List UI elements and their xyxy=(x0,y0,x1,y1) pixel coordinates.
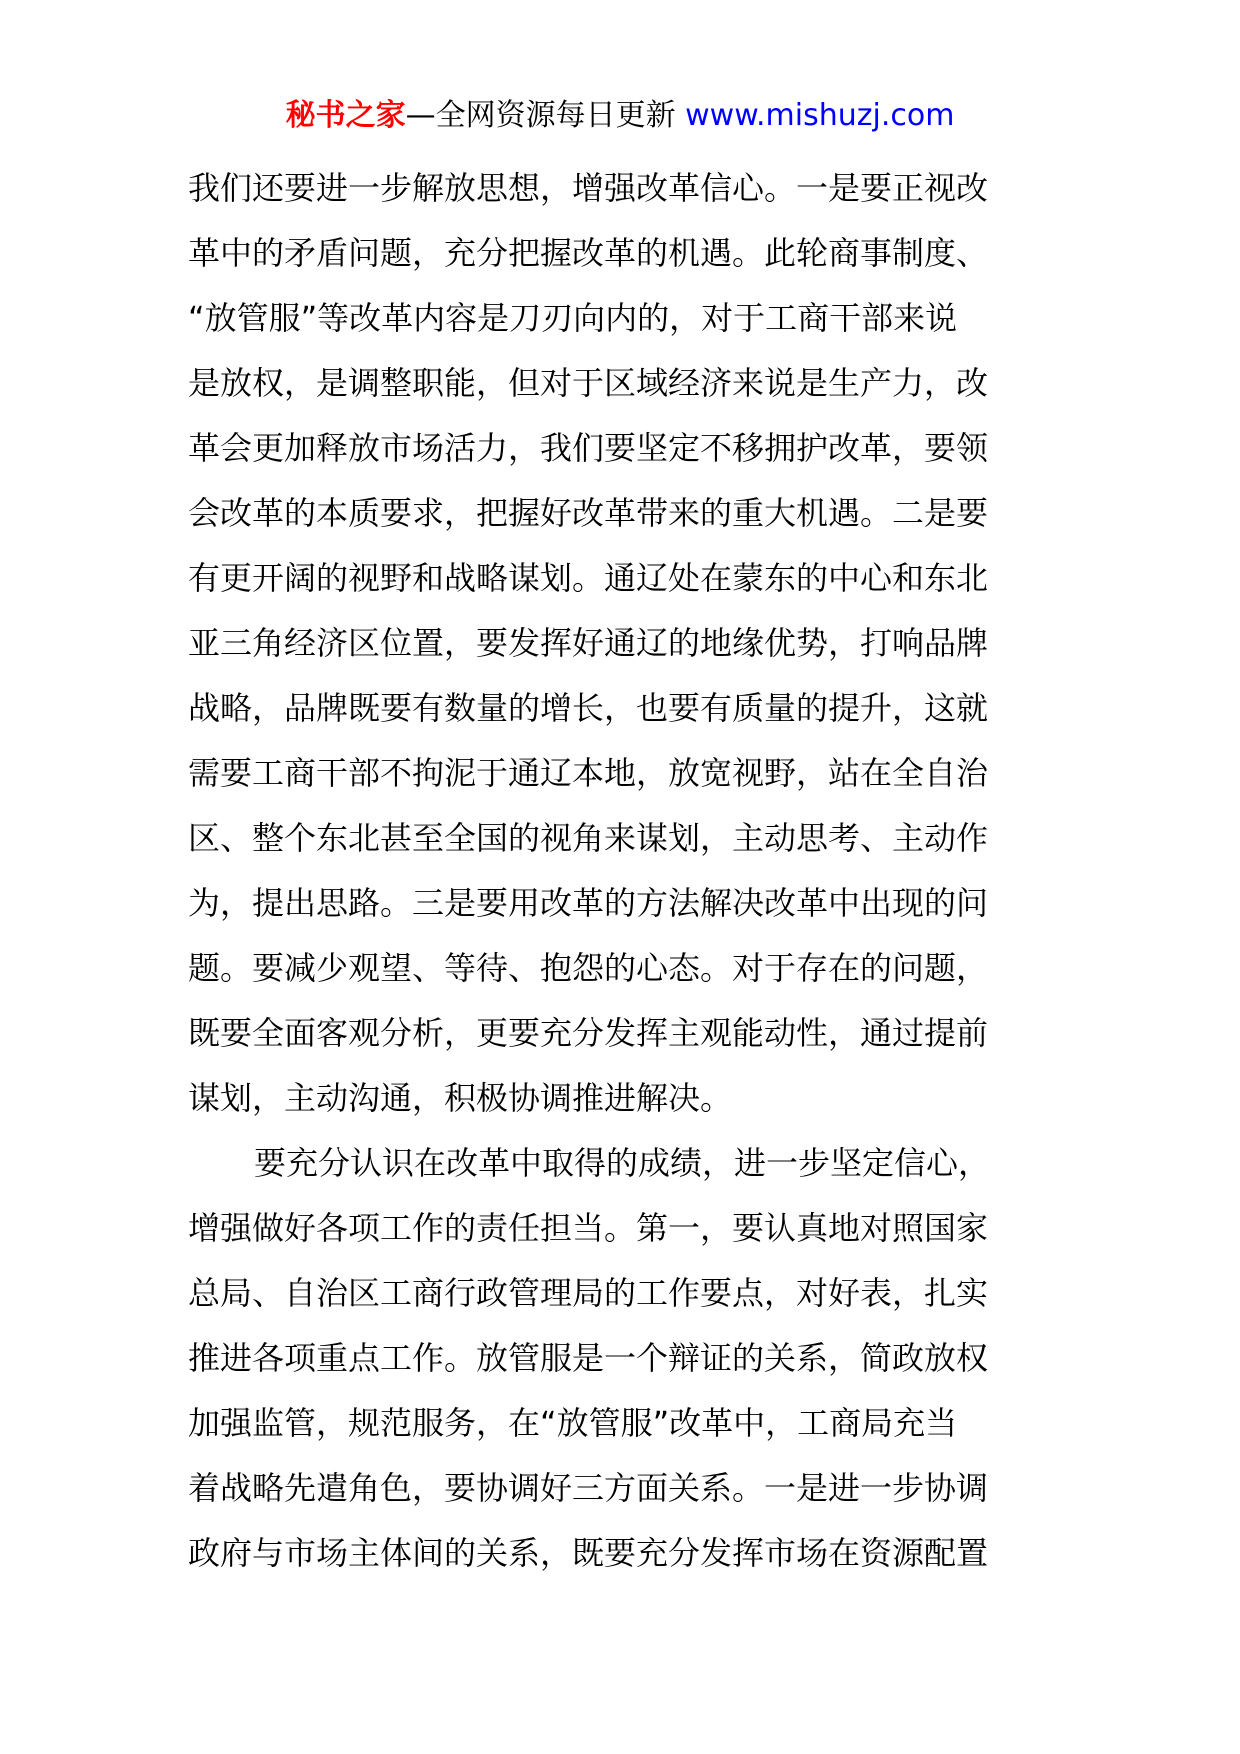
text-line: 总局、自治区工商行政管理局的工作要点，对好表，扎实 xyxy=(188,1274,989,1312)
text-line: 有更开阔的视野和战略谋划。通辽处在蒙东的中心和东北 xyxy=(188,559,989,597)
brand-name: 秘书之家 xyxy=(285,98,406,133)
text-line: 增强做好各项工作的责任担当。第一，要认真地对照国家 xyxy=(188,1209,989,1247)
text-line: 区、整个东北甚至全国的视角来谋划，主动思考、主动作 xyxy=(188,819,989,857)
text-line: 着战略先遣角色，要协调好三方面关系。一是进一步协调 xyxy=(188,1469,989,1507)
text-line: 是放权，是调整职能，但对于区域经济来说是生产力，改 xyxy=(188,364,989,402)
text-line: 政府与市场主体间的关系，既要充分发挥市场在资源配置 xyxy=(188,1534,989,1572)
text-line: 为，提出思路。三是要用改革的方法解决改革中出现的问 xyxy=(188,884,989,922)
text-line: 亚三角经济区位置，要发挥好通辽的地缘优势，打响品牌 xyxy=(188,624,989,662)
text-line: 我们还要进一步解放思想，增强改革信心。一是要正视改 xyxy=(188,169,989,207)
text-line: 推进各项重点工作。放管服是一个辩证的关系，简政放权 xyxy=(188,1339,989,1377)
text-line: 要充分认识在改革中取得的成绩，进一步坚定信心， xyxy=(254,1144,991,1182)
text-line: 革会更加释放市场活力，我们要坚定不移拥护改革，要领 xyxy=(188,429,989,467)
text-line: 既要全面客观分析，更要充分发挥主观能动性，通过提前 xyxy=(188,1014,989,1052)
header-tagline: —全网资源每日更新 xyxy=(405,98,686,133)
text-line: 会改革的本质要求，把握好改革带来的重大机遇。二是要 xyxy=(188,494,989,532)
text-line: 加强监管，规范服务，在“放管服”改革中，工商局充当 xyxy=(188,1404,958,1442)
text-line: 题。要减少观望、等待、抱怨的心态。对于存在的问题， xyxy=(188,949,989,987)
text-line: 战略，品牌既要有数量的增长，也要有质量的提升，这就 xyxy=(188,689,989,727)
document-body xyxy=(188,156,1056,1586)
text-line: 需要工商干部不拘泥于通辽本地，放宽视野，站在全自治 xyxy=(188,754,989,792)
header-url[interactable]: www.mishuzj.com xyxy=(685,98,955,133)
text-line: 谋划，主动沟通，积极协调推进解决。 xyxy=(188,1079,733,1117)
text-line: “放管服”等改革内容是刀刃向内的，对于工商干部来说 xyxy=(188,299,958,337)
text-line: 革中的矛盾问题，充分把握改革的机遇。此轮商事制度、 xyxy=(188,234,989,272)
page-header xyxy=(0,96,1240,136)
